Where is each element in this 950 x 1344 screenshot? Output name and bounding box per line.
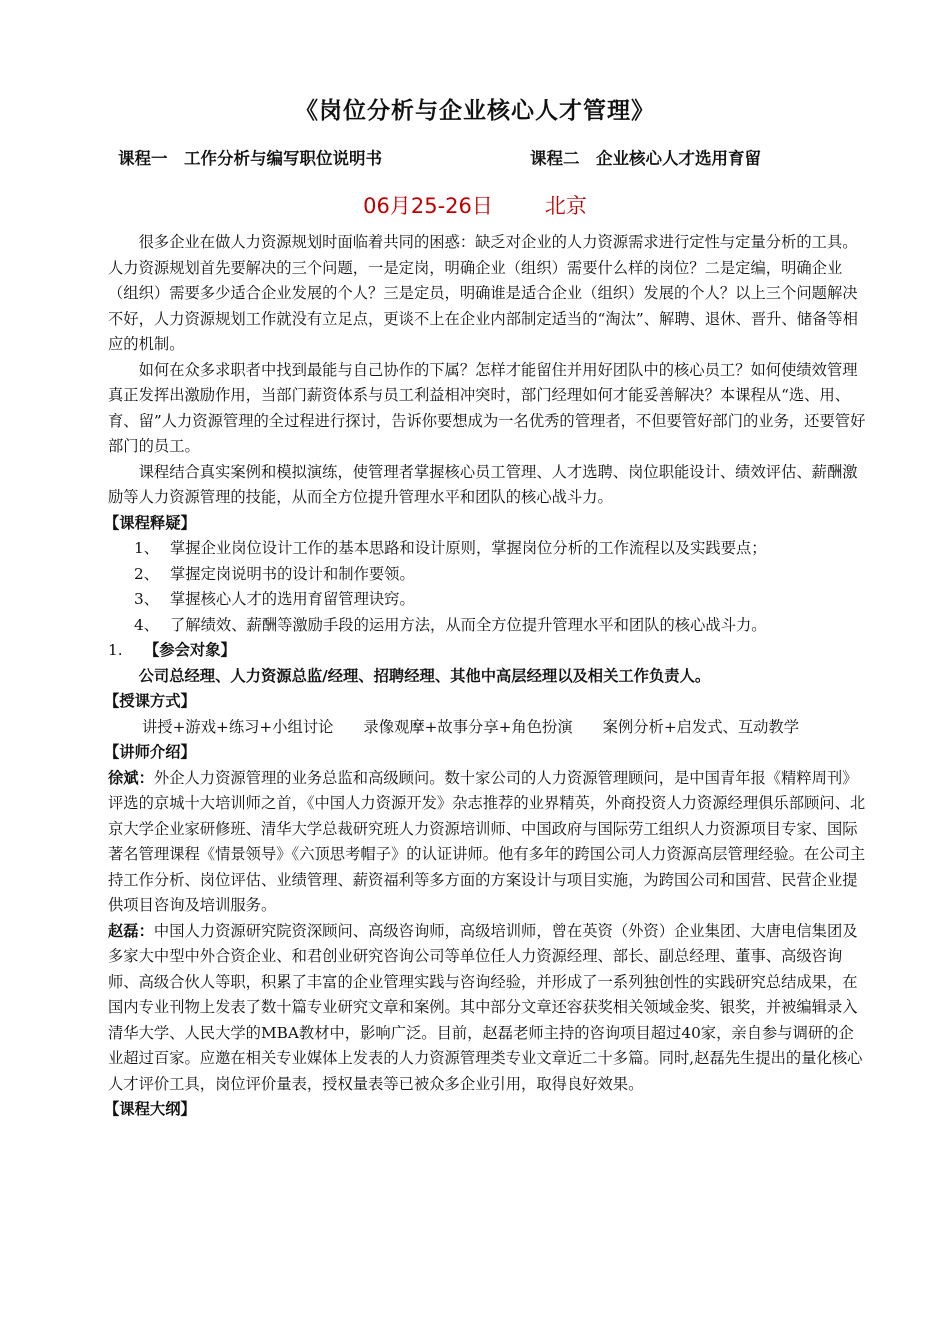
objective-number: 1、 bbox=[134, 539, 160, 557]
instructors-heading: 【讲师介绍】 bbox=[104, 743, 196, 761]
course-one-title: 课程一 工作分析与编写职位说明书 bbox=[118, 149, 382, 168]
course-two-title: 课程二 企业核心人才选用育留 bbox=[530, 149, 761, 168]
event-city: 北京 bbox=[544, 194, 587, 218]
objective-text: 了解绩效、薪酬等激励手段的运用方法，从而全方位提升管理水平和团队的核心战斗力。 bbox=[170, 615, 767, 634]
audience-heading-line bbox=[108, 638, 868, 664]
instructor-name: 赵磊： bbox=[108, 921, 154, 940]
objective-text: 掌握核心人才的选用育留管理诀窍。 bbox=[170, 590, 415, 608]
document-body bbox=[104, 230, 868, 1123]
instructor-bio bbox=[108, 766, 868, 919]
objective-item bbox=[108, 536, 868, 562]
instructor-bio bbox=[108, 919, 868, 1098]
audience-heading: 【参会对象】 bbox=[144, 641, 236, 659]
intro-paragraph: 如何在众多求职者中找到最能与自己协作的下属？怎样才能留住并用好团队中的核心员工？如何使绩效管理真正发挥出激励作用，当部门薪资体系与员工利益相冲突时，部门经理如何才能妥善解决？本课程从“选、用、育、留”人力资源管理的全过程进行探讨，告诉你要想成为一名优秀的管理者，不但要管好部门的业务，还要管好部门的员工。 bbox=[108, 360, 866, 455]
event-date: 06月25-26日 bbox=[363, 194, 493, 218]
method-heading: 【授课方式】 bbox=[104, 692, 196, 710]
objective-item bbox=[108, 562, 868, 588]
objective-number: 3、 bbox=[134, 590, 160, 608]
objective-number: 2、 bbox=[134, 564, 160, 583]
method-item: 录像观摩+故事分享+角色扮演 bbox=[363, 717, 573, 736]
intro-paragraph: 课程结合真实案例和模拟演练，使管理者掌握核心员工管理、人才选聘、岗位职能设计、绩效评估、薪酬激励等人力资源管理的技能，从而全方位提升管理水平和团队的核心战斗力。 bbox=[108, 462, 858, 506]
instructor-bio-text: 外企人力资源管理的业务总监和高级顾问。数十家公司的人力资源管理顾问，是中国青年报《精粹周刊》评选的京城十大培训师之首，《中国人力资源开发》杂志推荐的业界精英，外商投资人力资源经理俱乐部顾问、北京大学企业家研修班、清华大学总裁研究班人力资源培训师、中国政府与国际劳工组织人力资源项目专家、国际著名管理课程《情景领导》《六顶思考帽子》的认证讲师。他有多年的跨国公司人力资源高层管理经验。在公司主持工作分析、岗位评估、业绩管理、薪资福利等多方面的方案设计与项目实施，为跨国公司和国营、民营企业提供项目咨询及培训服务。 bbox=[108, 768, 866, 914]
objective-text: 掌握企业岗位设计工作的基本思路和设计原则，掌握岗位分析的工作流程以及实践要点； bbox=[170, 539, 767, 557]
course-titles bbox=[118, 145, 878, 171]
event-date-location bbox=[0, 190, 950, 220]
audience-number: 1. bbox=[108, 641, 123, 659]
method-item: 案例分析+启发式、互动教学 bbox=[602, 717, 800, 736]
document-title: 《岗位分析与企业核心人才管理》 bbox=[295, 98, 655, 124]
instructor-name: 徐斌： bbox=[108, 768, 154, 787]
instructor-bio-text: 中国人力资源研究院资深顾问、高级咨询师，高级培训师，曾在英资（外资）企业集团、大唐电信集团及多家大中型中外合资企业、和君创业研究咨询公司等单位任人力资源经理、部长、副总经理、董事、高级咨询师、高级合伙人等职，积累了丰富的企业管理实践与咨询经验，并形成了一系列独创性的实践研究总结成果，在国内专业刊物上发表了数十篇专业研究文章和案例。其中部分文章还容获奖相关领域金奖、银奖，并被编辑录入清华大学、人民大学的MBA教材中，影响广泛。目前，赵磊老师主持的咨询项目超过40家，亲自参与调研的企业超过百家。应邀在相关专业媒体上发表的人力资源管理类专业文章近二十多篇。同时,赵磊先生提出的量化核心人才评价工具，岗位评价量表，授权量表等已被众多企业引用，取得良好效果。 bbox=[108, 921, 863, 1093]
method-item: 讲授+游戏+练习+小组讨论 bbox=[142, 717, 334, 736]
outline-heading: 【课程大纲】 bbox=[104, 1100, 196, 1118]
intro-paragraph: 很多企业在做人力资源规划时面临着共同的困惑：缺乏对企业的人力资源需求进行定性与定量分析的工具。人力资源规划首先要解决的三个问题，一是定岗，明确企业（组织）需要什么样的岗位？二是定编，明确企业（组织）需要多少适合企业发展的个人？三是定员，明确谁是适合企业（组织）发展的个人？以上三个问题解决不好，人力资源规划工作就没有立足点，更谈不上在企业内部制定适当的“淘汰”、解聘、退休、晋升、储备等相应的机制。 bbox=[108, 233, 858, 353]
objective-item bbox=[108, 587, 868, 613]
method-list bbox=[108, 715, 868, 741]
objective-text: 掌握定岗说明书的设计和制作要领。 bbox=[170, 564, 415, 583]
objective-number: 4、 bbox=[134, 615, 160, 634]
audience-text: 公司总经理、人力资源总监/经理、招聘经理、其他中高层经理以及相关工作负责人。 bbox=[138, 666, 711, 685]
objective-item bbox=[108, 613, 868, 639]
objectives-heading: 【课程释疑】 bbox=[104, 513, 196, 532]
